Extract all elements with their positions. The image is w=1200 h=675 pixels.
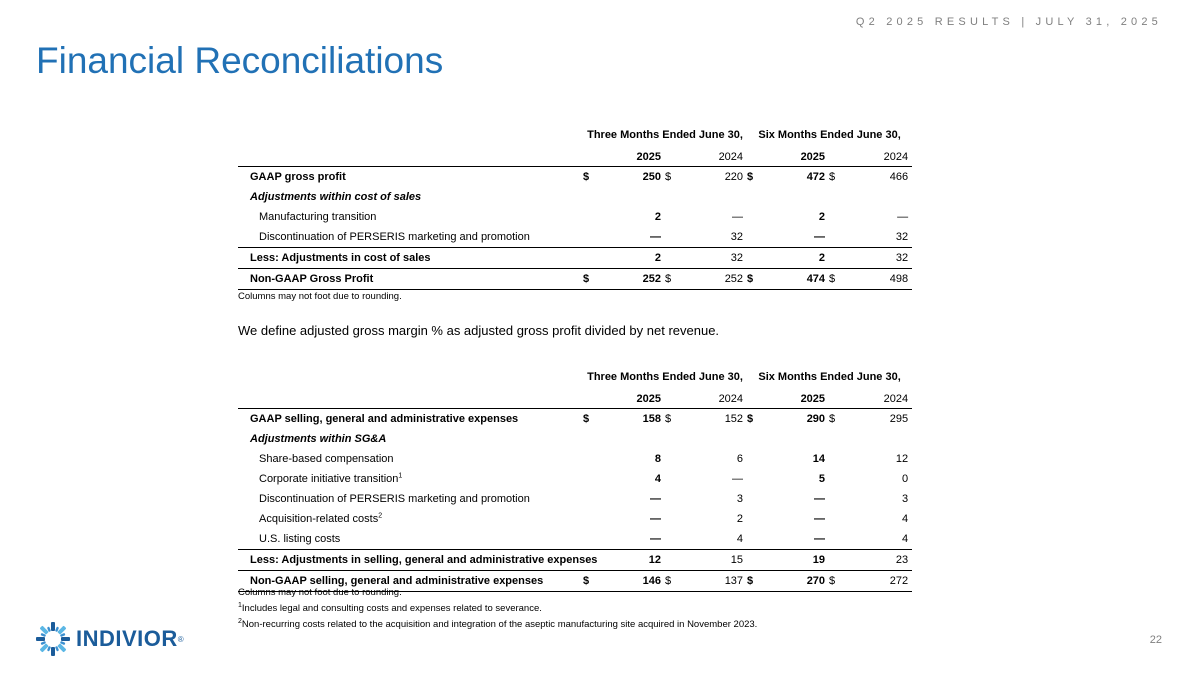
cell-value: 2 <box>654 211 661 223</box>
row-label: Adjustments within cost of sales <box>250 191 422 203</box>
cell-value: 498 <box>843 269 912 290</box>
period-header-six-months: Six Months Ended June 30, <box>758 129 901 141</box>
cell-value: — <box>732 473 744 485</box>
cell-value: — <box>650 513 661 525</box>
cell-value: 12 <box>597 550 665 571</box>
cell-value: 472 <box>806 171 826 183</box>
table-row <box>238 429 912 449</box>
table-row <box>238 529 912 550</box>
row-label: Discontinuation of PERSERIS marketing and promotion <box>259 493 530 505</box>
cell-value: 252 <box>679 269 747 290</box>
footnote-marker: 2 <box>378 512 383 520</box>
currency-symbol: $ <box>829 413 836 425</box>
cell-value: — <box>732 211 744 223</box>
table-row <box>238 550 912 571</box>
row-label: Discontinuation of PERSERIS marketing and promotion <box>238 227 583 248</box>
cell-value: 32 <box>843 227 912 248</box>
cell-value: 290 <box>806 413 826 425</box>
cell-value: 23 <box>843 550 912 571</box>
row-label: Less: Adjustments in selling, general and administrative expenses <box>238 550 583 571</box>
cell-value: 146 <box>597 571 665 592</box>
cell-value: 14 <box>812 453 826 465</box>
year-header: 2025 <box>761 148 829 167</box>
table-row <box>238 269 912 290</box>
currency-symbol: $ <box>665 269 679 290</box>
cell-value: 272 <box>843 571 912 592</box>
cell-value: 8 <box>654 453 661 465</box>
currency-symbol: $ <box>665 413 672 425</box>
cell-value: 466 <box>889 171 909 183</box>
table-row <box>238 449 912 469</box>
cell-value: — <box>897 211 909 223</box>
cell-value: 295 <box>889 413 909 425</box>
cell-value: 4 <box>654 473 661 485</box>
cell-value: 252 <box>597 269 665 290</box>
row-label: GAAP selling, general and administrative expenses <box>250 413 519 425</box>
definition-text: We define adjusted gross margin % as adjusted gross profit divided by net revenue. <box>238 323 720 338</box>
cell-value: 6 <box>736 453 744 465</box>
currency-symbol: $ <box>829 171 836 183</box>
year-header: 2025 <box>761 390 829 409</box>
cell-value: 5 <box>818 473 826 485</box>
cell-value: 3 <box>901 493 909 505</box>
row-label: Non-GAAP selling, general and administrative expenses <box>238 571 583 592</box>
cell-value: — <box>597 227 665 248</box>
year-header: 2025 <box>597 390 665 409</box>
page-number: 22 <box>1149 634 1162 646</box>
row-label: Manufacturing transition <box>259 211 377 223</box>
cell-value: 2 <box>597 248 665 269</box>
cell-value: 152 <box>724 413 744 425</box>
currency-symbol: $ <box>665 171 672 183</box>
year-header: 2024 <box>679 390 747 409</box>
table-row <box>238 187 912 207</box>
cell-value: — <box>814 493 826 505</box>
company-logo <box>34 620 184 658</box>
gross-profit-table <box>238 122 912 290</box>
currency-symbol: $ <box>829 269 843 290</box>
cell-value: 158 <box>642 413 661 425</box>
row-label-text: Acquisition-related costs <box>259 513 379 525</box>
cell-value: — <box>814 513 826 525</box>
footnote-marker: 1 <box>398 472 403 480</box>
currency-symbol: $ <box>583 413 590 425</box>
row-label: Adjustments within SG&A <box>250 433 387 445</box>
footnote-marker: 2 <box>238 617 242 625</box>
rounding-note: Columns may not foot due to rounding. <box>238 291 402 302</box>
footnote-text: Non-recurring costs related to the acquisition and integration of the aseptic manufacturing site acquired in November 2023. <box>241 619 758 630</box>
rounding-note: Columns may not foot due to rounding. <box>238 587 402 598</box>
cell-value: — <box>761 227 829 248</box>
cell-value: 3 <box>736 493 744 505</box>
footnote-text: Includes legal and consulting costs and expenses related to severance. <box>241 603 542 614</box>
period-header-six-months: Six Months Ended June 30, <box>758 371 901 383</box>
cell-value: 2 <box>761 248 829 269</box>
cell-value: — <box>597 529 665 550</box>
table-row <box>238 248 912 269</box>
currency-symbol: $ <box>747 171 754 183</box>
row-label-text: Corporate initiative transition <box>259 473 399 485</box>
period-header-three-months: Three Months Ended June 30, <box>587 129 743 141</box>
year-header: 2024 <box>843 148 912 167</box>
registered-mark: ® <box>177 634 184 644</box>
indivior-logo-icon <box>34 620 72 658</box>
year-header: 2024 <box>679 148 747 167</box>
cell-value: 15 <box>679 550 747 571</box>
cell-value: 12 <box>895 453 909 465</box>
page-title: Financial Reconciliations <box>36 40 444 81</box>
row-label <box>238 509 583 529</box>
footnote-1 <box>238 603 542 614</box>
year-header: 2025 <box>597 148 665 167</box>
logo-wordmark: INDIVIOR <box>76 626 178 651</box>
table-row <box>238 207 912 227</box>
footnote-marker: 1 <box>238 601 242 609</box>
currency-symbol: $ <box>747 413 754 425</box>
cell-value: 250 <box>642 171 661 183</box>
cell-value: 4 <box>901 513 909 525</box>
cell-value: 19 <box>761 550 829 571</box>
cell-value: 4 <box>679 529 747 550</box>
header-tag: Q2 2025 RESULTS | JULY 31, 2025 <box>855 16 1162 28</box>
row-label <box>238 469 583 489</box>
currency-symbol: $ <box>747 269 761 290</box>
currency-symbol: $ <box>665 571 679 592</box>
cell-value: 32 <box>843 248 912 269</box>
cell-value: 0 <box>901 473 909 485</box>
cell-value: 32 <box>679 227 747 248</box>
cell-value: — <box>761 529 829 550</box>
cell-value: 4 <box>843 529 912 550</box>
cell-value: 474 <box>761 269 829 290</box>
row-label: Share-based compensation <box>259 453 394 465</box>
cell-value: 137 <box>679 571 747 592</box>
cell-value: 2 <box>736 513 744 525</box>
row-label: Less: Adjustments in cost of sales <box>238 248 583 269</box>
table-row <box>238 469 912 489</box>
cell-value: — <box>650 493 661 505</box>
table-row <box>238 227 912 248</box>
cell-value: 2 <box>818 211 826 223</box>
currency-symbol: $ <box>583 171 590 183</box>
row-label: U.S. listing costs <box>238 529 583 550</box>
currency-symbol: $ <box>829 571 843 592</box>
currency-symbol: $ <box>583 571 597 592</box>
row-label: GAAP gross profit <box>250 171 346 183</box>
cell-value: 270 <box>761 571 829 592</box>
year-header: 2024 <box>843 390 912 409</box>
row-label: Non-GAAP Gross Profit <box>238 269 583 290</box>
currency-symbol: $ <box>747 571 761 592</box>
table-row <box>238 409 912 430</box>
footnote-2 <box>238 619 757 630</box>
table-row <box>238 489 912 509</box>
cell-value: 32 <box>679 248 747 269</box>
currency-symbol: $ <box>583 269 597 290</box>
table-row <box>238 509 912 529</box>
sga-table <box>238 364 912 592</box>
table-row <box>238 167 912 188</box>
cell-value: 220 <box>724 171 744 183</box>
period-header-three-months: Three Months Ended June 30, <box>587 371 743 383</box>
